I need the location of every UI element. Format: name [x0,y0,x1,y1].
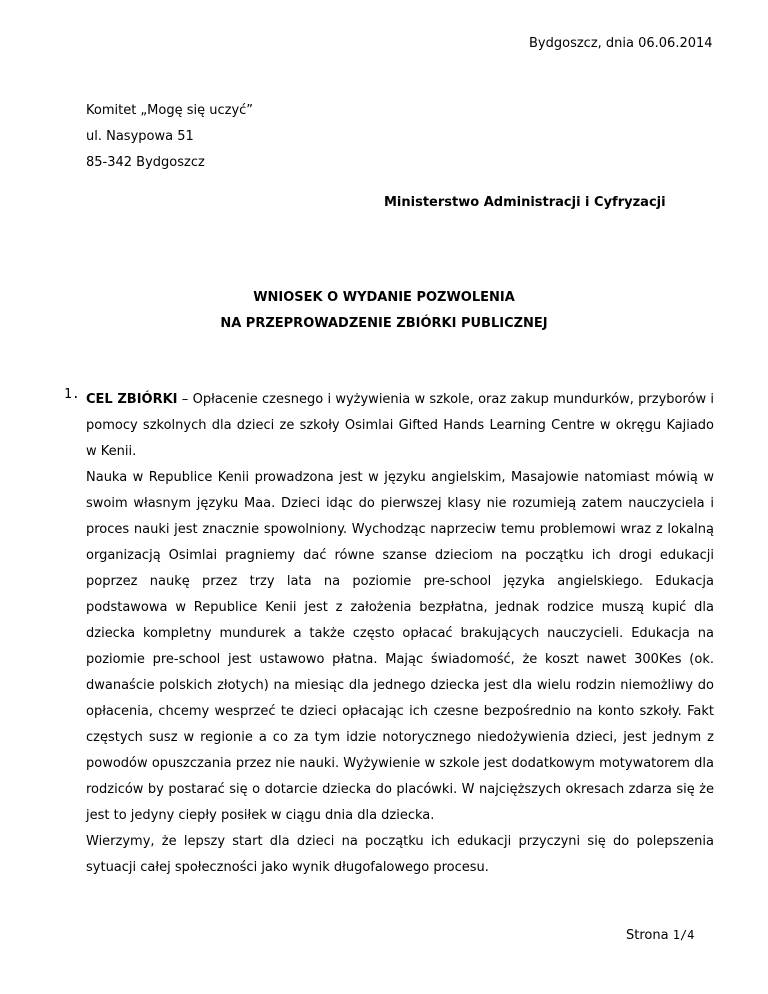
page-label: Strona [626,928,669,943]
section-intro-paragraph [86,387,714,465]
document-title-line-2: NA PRZEPROWADZENIE ZBIÓRKI PUBLICZNEJ [220,316,548,331]
body-paragraph: Wierzymy, że lepszy start dla dzieci na początku ich edukacji przyczyni się do polepszenia sytuacji całej społeczności jako wynik długofalowego procesu. [86,834,714,875]
page-footer [626,928,694,943]
document-title-line-1: WNIOSEK O WYDANIE POZWOLENIA [253,290,515,305]
sender-name: Komitet „Mogę się uczyć” [86,103,254,118]
sender-street: ul. Nasypowa 51 [86,129,194,144]
section-number: 1. [64,387,80,402]
recipient: Ministerstwo Administracji i Cyfryzacji [384,195,666,210]
sender-city: 85-342 Bydgoszcz [86,155,205,170]
section-intro-text: – Opłacenie czesnego i wyżywienia w szkole, oraz zakup mundurków, przyborów i pomocy szkolnych dla dzieci ze szkoły Osimlai Gifted Hands Learning Centre w okręgu Kajiado w Kenii. [86,392,714,459]
section-1 [64,387,714,881]
section-heading: CEL ZBIÓRKI [86,392,178,407]
page-number: 1/4 [672,928,695,942]
body-paragraph: Nauka w Republice Kenii prowadzona jest w języku angielskim, Masajowie natomiast mówią w swoim własnym języku Maa. Dzieci idąc do pierwszej klasy nie rozumieją zatem nauczyciela i proces nauki jest znacznie spowolniony. Wychodząc naprzeciw temu problemowi wraz z lokalną organizacją Osimlai pragniemy dać równe szanse dzieciom na początku ich drogi edukacji poprzez naukę przez trzy lata na poziomie pre-school języka angielskiego. Edukacja podstawowa w Republice Kenii jest z założenia bezpłatna, jednak rodzice muszą kupić dla dziecka kompletny mundurek a także często opłacać brakujących nauczycieli. Edukacja na poziomie pre-school jest ustawowo płatna. Mając świadomość, że koszt nawet 300Kes (ok. dwanaście polskich złotych) na miesiąc dla jednego dziecka jest dla wielu rodzin niemożliwy do opłacenia, chcemy wesprzeć te dzieci opłacając ich czesne bezpośrednio na konto szkoły. Fakt częstych susz w regionie a co za tym idzie notorycznego niedożywienia dzieci, jest jednym z powodów opuszczania przez nie nauki. Wyżywienie w szkole jest dodatkowym motywatorem dla rodziców by postarać się o dotarcie dziecka do placówki. W najcięższych okresach zdarza się że jest to jedyny ciepły posiłek w ciągu dnia dla dziecka. [86,470,714,823]
document-date: Bydgoszcz, dnia 06.06.2014 [529,36,713,51]
sender-address [86,98,253,176]
